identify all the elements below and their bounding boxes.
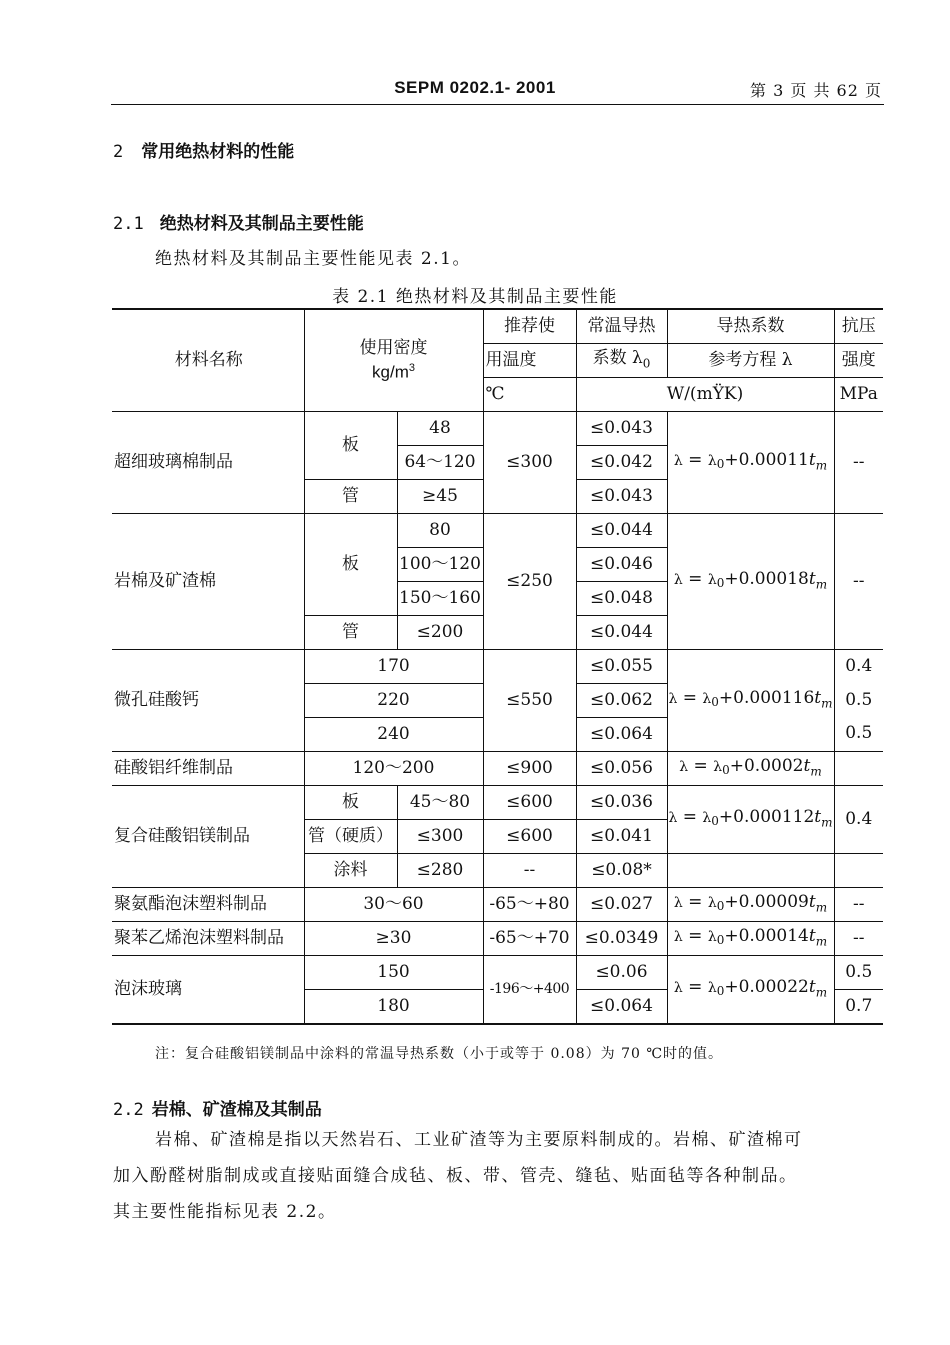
material-name: 硅酸铝纤维制品: [112, 752, 304, 786]
header-temp: 推荐使: [483, 309, 576, 344]
material-name: 泡沫玻璃: [112, 956, 304, 1025]
table-row: 管 ≤200 ≤0.044: [112, 616, 883, 650]
section-2-2-line: 其主要性能指标见表 2.2。: [113, 1202, 337, 1222]
table-row: 微孔硅酸钙 170 ≤550 ≤0.055 $\lambda = \lambda_0+0.000116t_m$ 0.4: [112, 650, 883, 684]
table-row: 泡沫玻璃 150 -196～+400 ≤0.06 $\lambda = \lambda_0+0.00022t_m$ 0.5: [112, 956, 883, 990]
doc-code: SEPM 0202.1- 2001: [394, 78, 556, 97]
section-title: 岩棉、矿渣棉及其制品: [151, 1100, 322, 1120]
section-2-1-heading: [113, 209, 364, 234]
table-header-row: 用温度 系数 $\lambda_0$ 参考方程 λ 强度: [112, 344, 883, 378]
table-header-row: ℃ W/(mŸK) MPa: [112, 378, 883, 412]
material-name: 超细玻璃棉制品: [112, 412, 304, 514]
section-2-2-line: 岩棉、矿渣棉是指以天然岩石、工业矿渣等为主要原料制成的。岩棉、矿渣棉可: [155, 1130, 803, 1150]
section-title: 常用绝热材料的性能: [141, 142, 295, 162]
table-row: 涂料 ≤280 -- ≤0.08*: [112, 854, 883, 888]
section-number: 2.1: [113, 214, 144, 234]
header-rule: [111, 104, 884, 105]
material-name: 聚苯乙烯泡沫塑料制品: [112, 922, 304, 956]
table-row: 岩棉及矿渣棉 板 80 ≤250 ≤0.044 $\lambda = \lambda_0+0.00018t_m$ --: [112, 514, 883, 548]
header-material: 材料名称: [112, 309, 304, 412]
header-density: 使用密度 $kg/m^3$: [304, 309, 483, 412]
table-caption: 表 2.1 绝热材料及其制品主要性能: [332, 287, 618, 307]
table-header-row: [112, 309, 883, 344]
table-row: 管 ≥45 ≤0.043: [112, 480, 883, 514]
section-2-2-heading: [113, 1095, 322, 1120]
table-row: 64～120 ≤0.042: [112, 446, 883, 480]
header-cond: 常温导热: [576, 309, 667, 344]
material-name: 岩棉及矿渣棉: [112, 514, 304, 650]
section-number: 2.2: [113, 1100, 144, 1120]
table-row: 220 ≤0.062 0.5: [112, 684, 883, 718]
section-title: 绝热材料及其制品主要性能: [159, 214, 364, 234]
table-row: 聚苯乙烯泡沫塑料制品 ≥30 -65～+70 ≤0.0349 $\lambda = \lambda_0+0.00014t_m$ --: [112, 922, 883, 956]
table-row: 100～120 ≤0.046: [112, 548, 883, 582]
table-row: 聚氨酯泡沫塑料制品 30～60 -65～+80 ≤0.027 $\lambda = \lambda_0+0.00009t_m$ --: [112, 888, 883, 922]
material-name: 聚氨酯泡沫塑料制品: [112, 888, 304, 922]
table-note: 注：复合硅酸铝镁制品中涂料的常温导热系数（小于或等于 0.08）为 70 ℃时的值。: [155, 1046, 723, 1062]
table-row: 超细玻璃棉制品 板 48 ≤300 ≤0.043 $\lambda = \lambda_0+0.00011t_m$ --: [112, 412, 883, 446]
section-number: 2: [113, 142, 124, 162]
material-name: 复合硅酸铝镁制品: [112, 786, 304, 888]
header-strength: 抗压: [834, 309, 883, 344]
table-row: 180 ≤0.064 0.7: [112, 990, 883, 1025]
table-row: 管（硬质） ≤300 ≤600 ≤0.041: [112, 820, 883, 854]
properties-table: [112, 308, 883, 1025]
table-row: 240 ≤0.064 0.5: [112, 718, 883, 752]
material-name: 微孔硅酸钙: [112, 650, 304, 752]
section-2-heading: [113, 137, 294, 162]
section-2-1-text: 绝热材料及其制品主要性能见表 2.1。: [155, 249, 471, 269]
page-number: 第 3 页 共 62 页: [750, 81, 882, 100]
table-row: 复合硅酸铝镁制品 板 45～80 ≤600 ≤0.036 $\lambda = \lambda_0+0.000112t_m$ 0.4: [112, 786, 883, 820]
table-row: 硅酸铝纤维制品 120～200 ≤900 ≤0.056 $\lambda = \lambda_0+0.0002t_m$: [112, 752, 883, 786]
table-row: 150～160 ≤0.048: [112, 582, 883, 616]
header-eq: 导热系数: [667, 309, 834, 344]
section-2-2-line: 加入酚醛树脂制成或直接贴面缝合成毡、板、带、管壳、缝毡、贴面毡等各种制品。: [113, 1166, 798, 1186]
